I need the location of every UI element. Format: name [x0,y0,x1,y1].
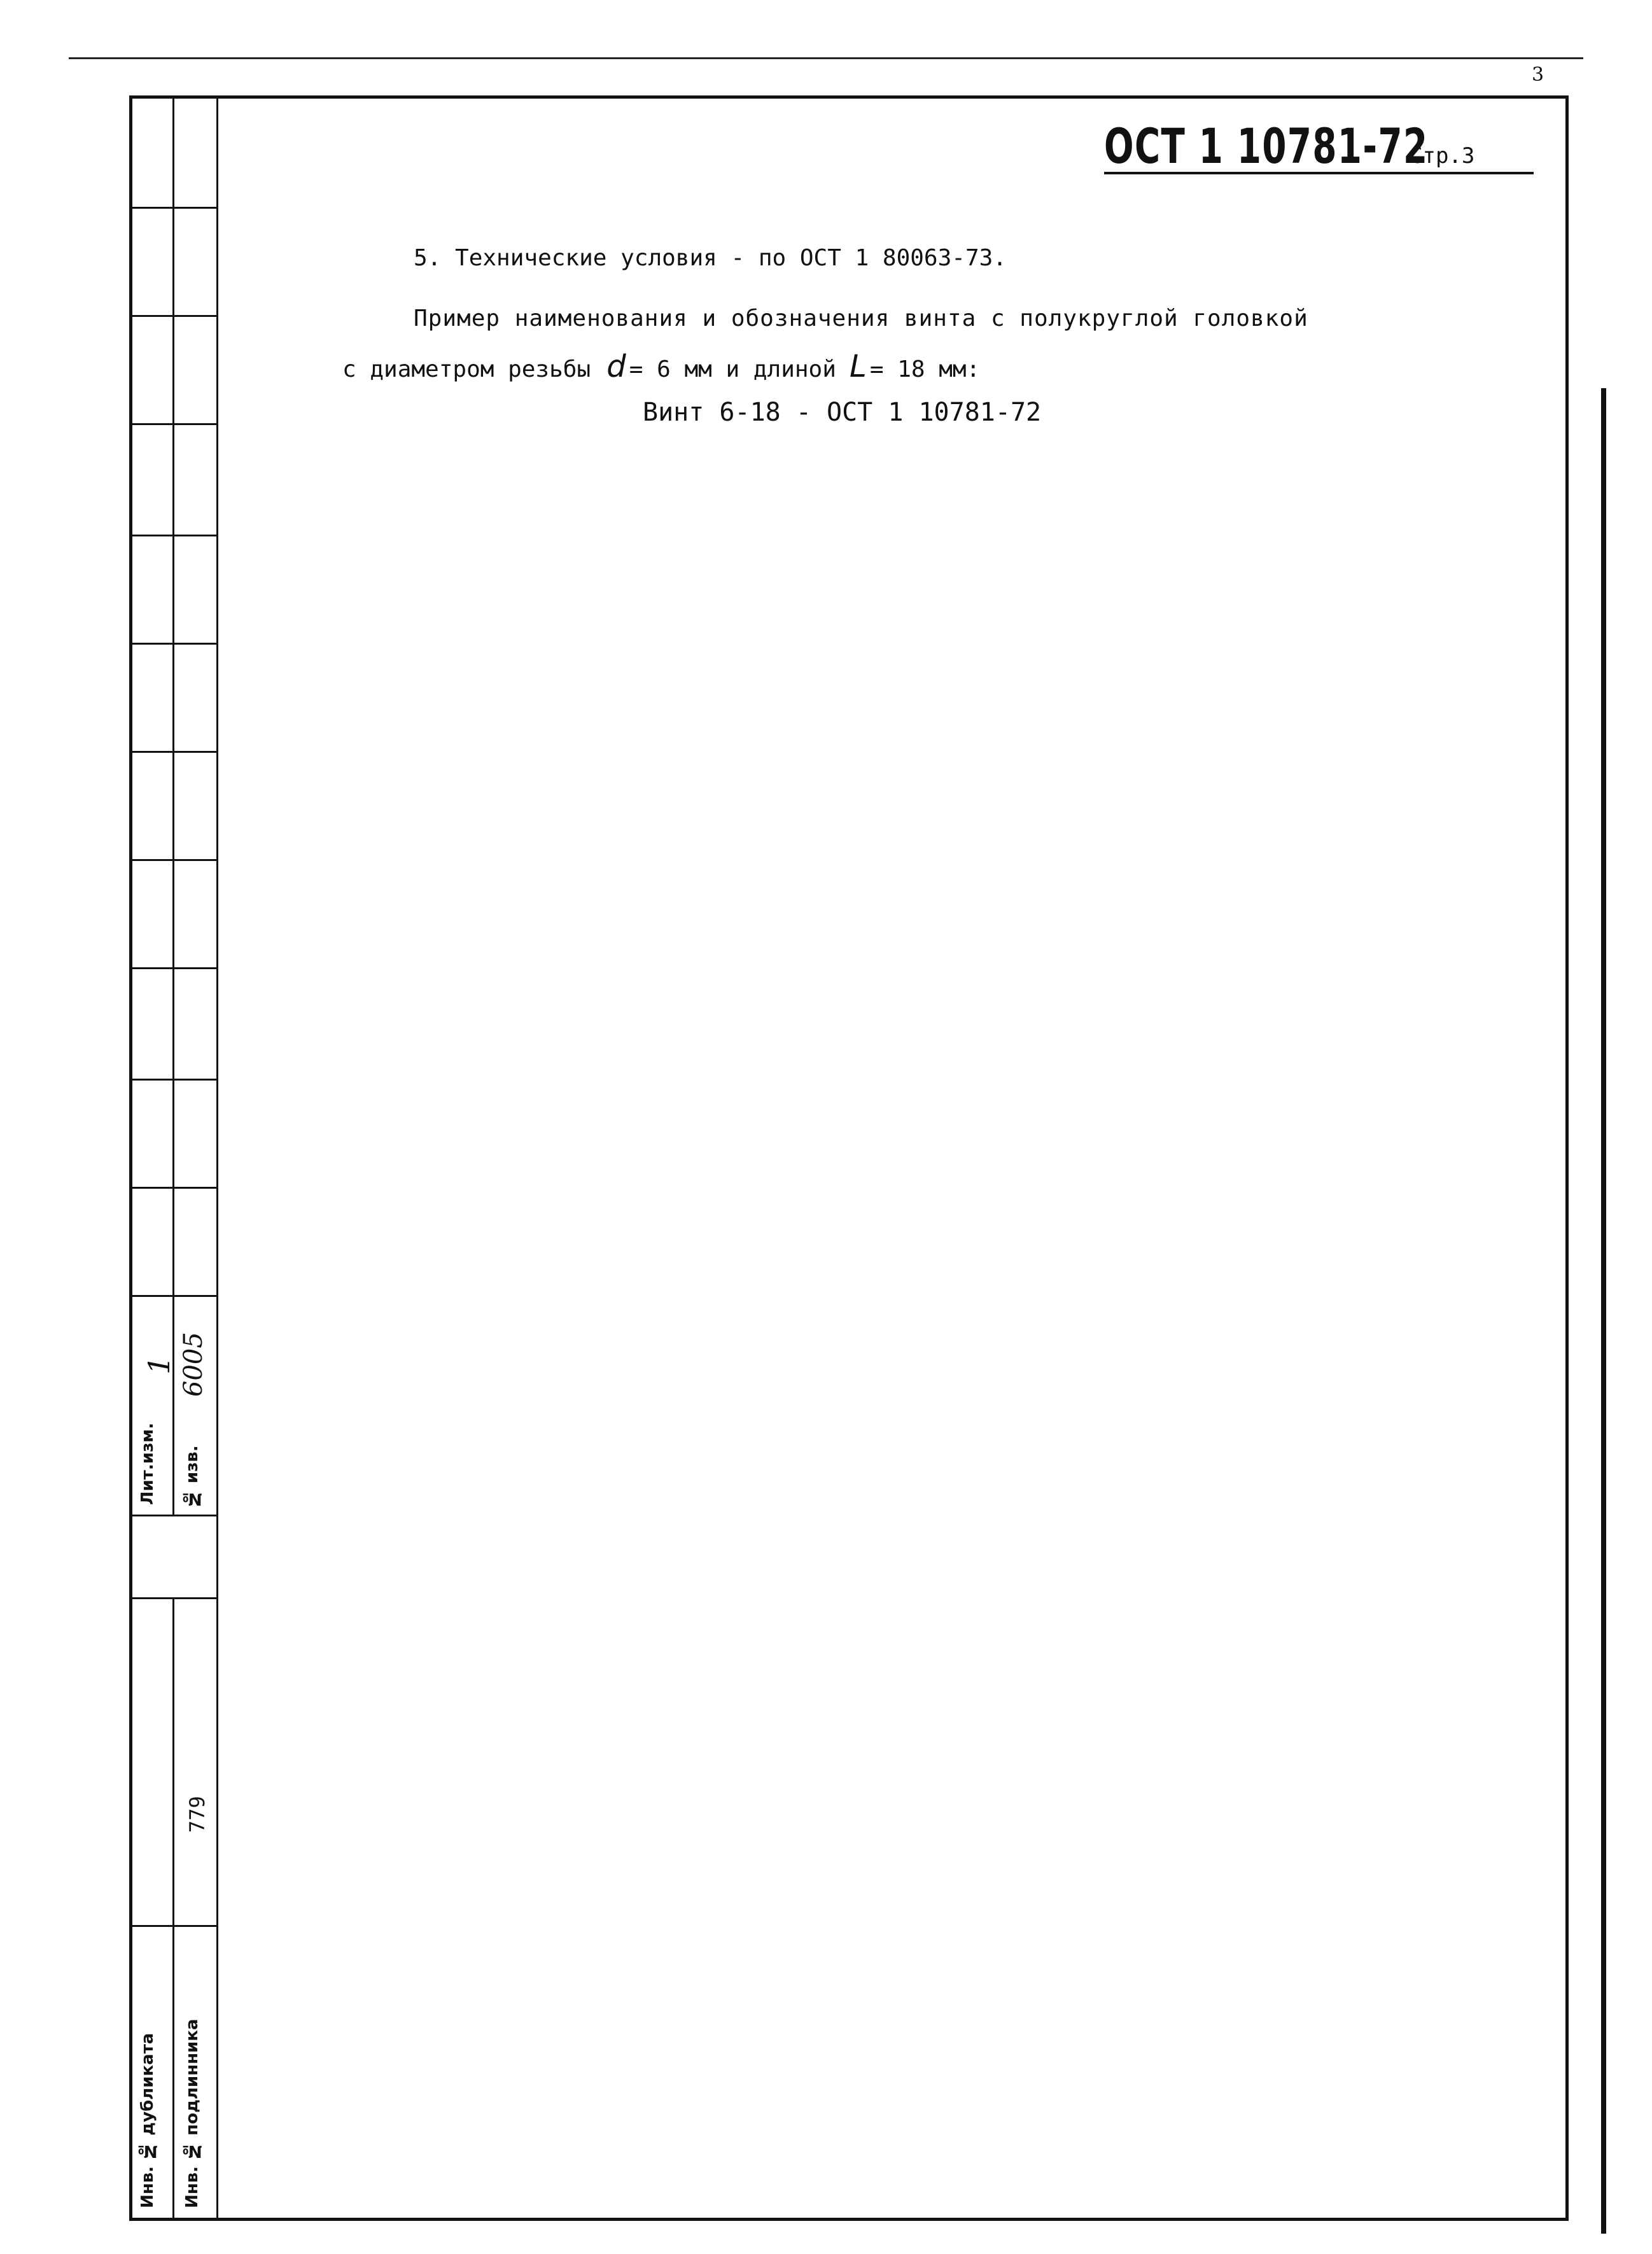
l-symbol: L [850,349,867,384]
scan-edge [1601,388,1606,2234]
l-value: = 18 мм: [869,356,981,382]
side-stamp [129,95,218,2221]
d-value: = 6 мм и длиной [629,356,836,382]
izv-value: 6005 [179,1332,208,1397]
example-line-2-prefix: с диаметром резьбы [342,356,591,382]
designation-example: Винт 6-18 - ОСТ 1 10781-72 [643,398,1042,427]
dup-inv-label: Инв. № дубликата [138,2033,157,2208]
document-code [1104,118,1652,174]
izv-label: № изв. [183,1445,202,1508]
lit-value: 1 [142,1355,176,1375]
page-label: Стр.3 [1410,143,1475,169]
orig-inv-label: Инв. № подлинника [183,2019,202,2208]
header-underline [1104,172,1534,174]
orig-inv-value: 779 [185,1796,209,1833]
example-line-1: Пример наименования и обозначения винта с полукруглой головкой [414,305,1308,332]
example-line-2 [342,349,980,384]
lit-izm-label: Лит.изм. [138,1422,157,1505]
item-5: 5. Технические условия - по ОСТ 1 80063-73. [414,245,1007,271]
d-symbol: d [606,349,626,384]
standard-number: ОСТ 1 10781-72 [1104,118,1429,174]
sheet-number: 3 [1532,64,1544,86]
